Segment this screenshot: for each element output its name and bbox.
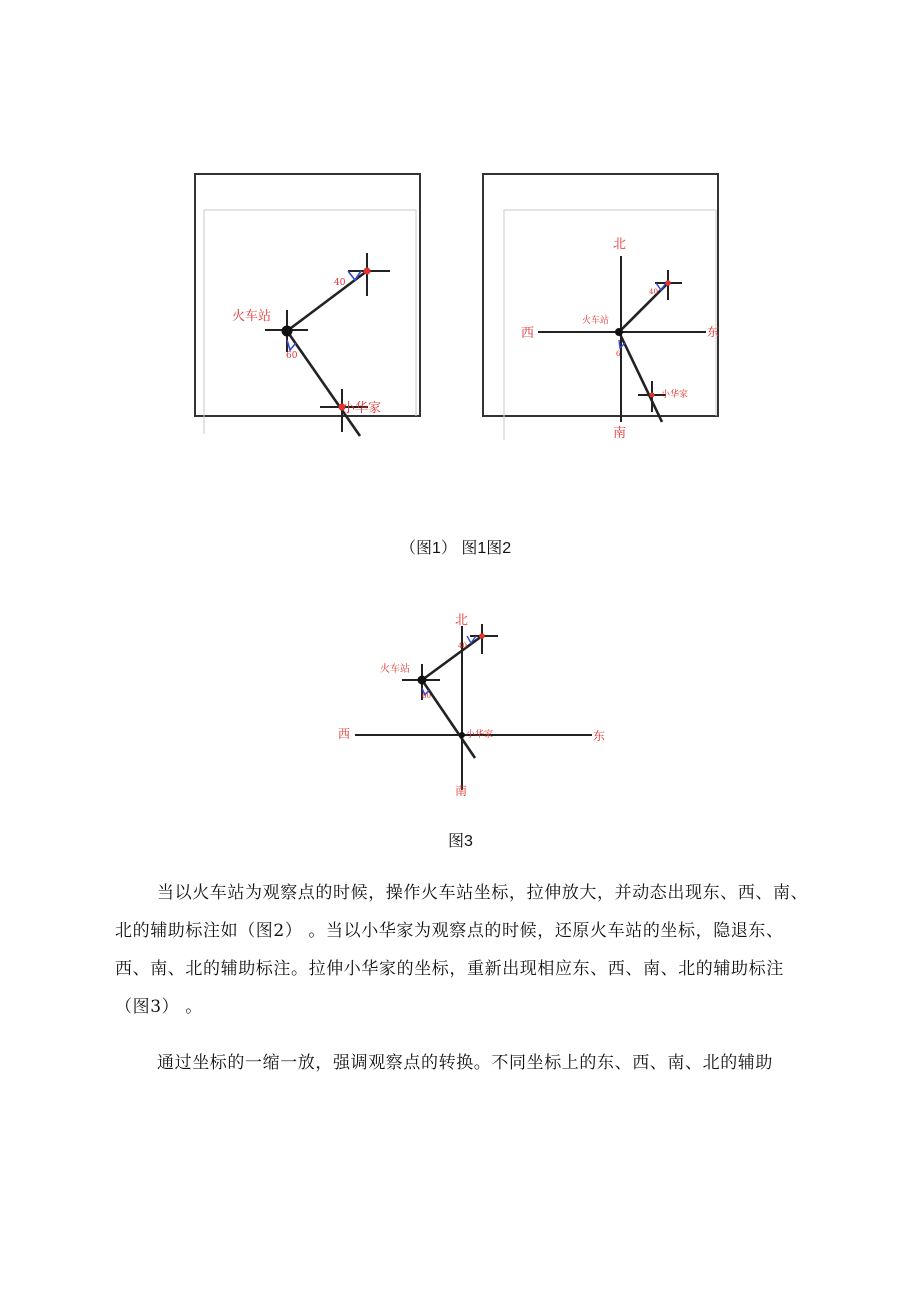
station-to-target-line	[422, 636, 482, 680]
north-label: 北	[613, 237, 627, 252]
target-dot	[364, 268, 371, 275]
target-dot	[665, 280, 671, 286]
station-label: 火车站	[380, 664, 410, 675]
top-figure-caption: （图1） 图1图2	[400, 540, 512, 557]
west-label: 西	[521, 326, 535, 341]
station-label: 火车站	[232, 309, 272, 324]
east-label: 东	[707, 325, 720, 339]
home-dot	[650, 393, 655, 398]
station-dot	[418, 676, 427, 685]
home-dot	[459, 732, 465, 738]
station-to-home-line	[619, 332, 662, 422]
home-label: 小华家	[466, 730, 494, 740]
home-label: 小华家	[661, 390, 689, 400]
angle-label-target: 40	[458, 642, 467, 650]
figure-3-canvas	[330, 608, 630, 808]
figure-1-canvas	[190, 170, 430, 440]
angle-label-home: 60	[286, 351, 298, 361]
east-label: 东	[593, 729, 606, 743]
station-dot	[615, 328, 623, 336]
home-label: 小华家	[342, 401, 382, 416]
figure-3-caption: 图3	[448, 833, 473, 850]
angle-label-station: 60	[422, 692, 431, 700]
body-paragraph-1: 当以火车站为观察点的时候，操作火车站坐标，拉伸放大，并动态出现东、西、南、北的辅助标注如（图2） 。当以小华家为观察点的时候，还原火车站的坐标，隐退东、西、南、北的辅助标注。拉伸小华家的坐标，重新出现相应东、西、南、北的辅助标注（图3） 。	[115, 883, 809, 1017]
figure-2-inner-frame	[504, 210, 716, 440]
south-label: 南	[613, 426, 627, 441]
figure-1	[190, 170, 430, 440]
station-to-home-line	[287, 331, 360, 436]
angle-label-target: 40	[649, 288, 658, 296]
station-dot	[282, 326, 293, 337]
figure-2-canvas	[478, 170, 728, 450]
target-dot	[479, 633, 485, 639]
west-label: 西	[338, 727, 351, 741]
figure-2	[478, 170, 728, 450]
north-label: 北	[455, 613, 469, 628]
angle-label-station: 6	[616, 350, 621, 358]
angle-label-target: 40	[334, 278, 346, 288]
figure-3	[330, 608, 630, 808]
south-label: 南	[455, 784, 468, 798]
body-paragraph-2: 通过坐标的一缩一放，强调观察点的转换。不同坐标上的东、西、南、北的辅助	[157, 1053, 773, 1073]
station-label: 火车站	[582, 316, 610, 326]
